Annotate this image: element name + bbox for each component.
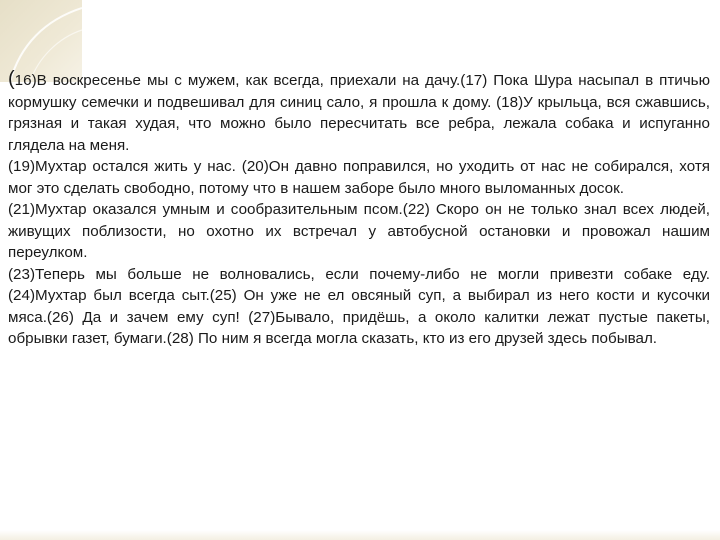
paragraph-3-text: (21)Мухтар оказался умным и сообразительным псом.(22) Скоро он не только знал всех людей, живущих поблизости, но охотно их встречал у автобусной остановки и провожал нашим переулком. xyxy=(8,201,710,261)
paragraph-1 xyxy=(8,70,710,156)
bottom-frame xyxy=(0,530,720,540)
paragraph-4-text: (23)Теперь мы больше не волновались, если почему-либо не могли привезти собаке еду. (24)Мухтар был всегда сыт.(25) Он уже не ел овсяный суп, а выбирал из него кости и кусочки мяса.(26) Да и зачем ему суп! (27)Бывало, придёшь, а около калитки лежат пустые пакеты, обрывки газет, бумаги.(28) По ним я всегда могла сказать, кто из его друзей здесь побывал. xyxy=(8,265,710,347)
story-text xyxy=(8,70,710,350)
paragraph-2 xyxy=(8,156,710,199)
paragraph-3 xyxy=(8,199,710,264)
paragraph-2-text: (19)Мухтар остался жить у нас. (20)Он давно поправился, но уходить от нас не собирался, хотя мог это сделать свободно, потому что в нашем заборе было много выломанных досок. xyxy=(8,158,710,197)
paragraph-1-text: 16)В воскресенье мы с мужем, как всегда, приехали на дачу.(17) Пока Шура насыпал в птичью кормушку семечки и подвешивал для синиц сало, я прошла к дому. (18)У крыльца, вся сжавшись, грязная и такая худая, что можно было пересчитать все ребра, лежала собака и испуганно глядела на меня. xyxy=(8,72,710,154)
lead-parenthesis: ( xyxy=(8,68,15,90)
paragraph-4 xyxy=(8,264,710,350)
